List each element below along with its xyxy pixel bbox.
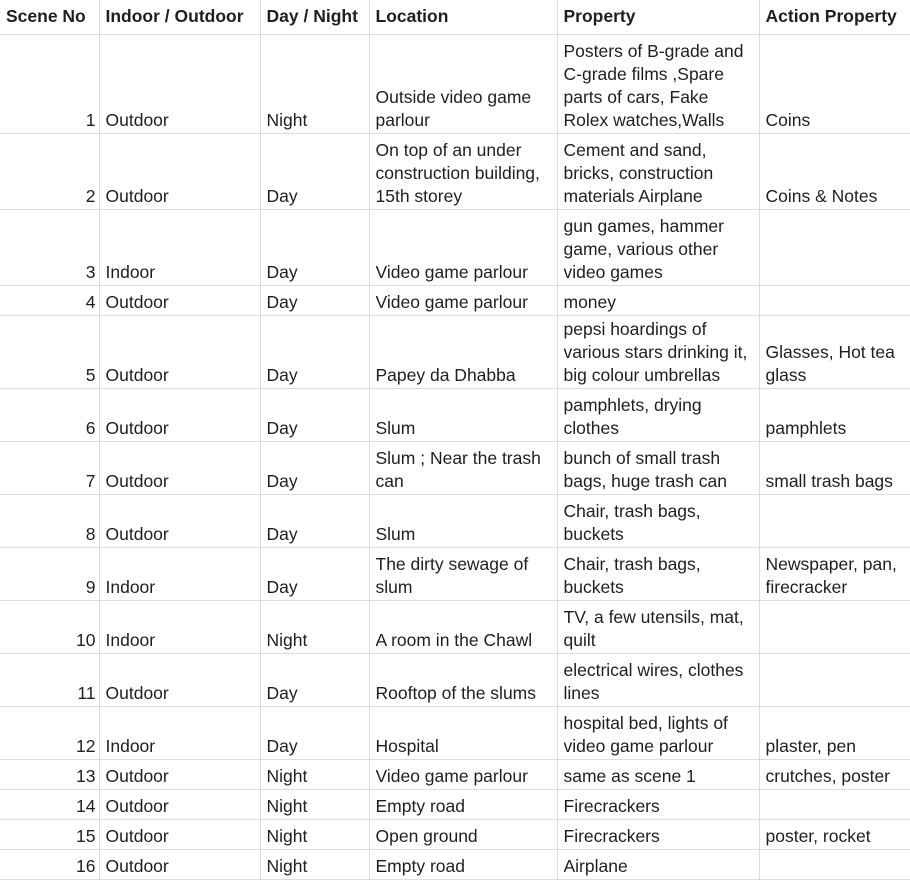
scene-no-cell-text: 6 <box>85 418 96 438</box>
property-cell <box>557 442 759 495</box>
scene-no-cell <box>0 210 99 286</box>
table-row <box>0 760 910 790</box>
location-cell-text: Hospital <box>375 736 439 756</box>
action-property-cell-text: pamphlets <box>765 418 847 438</box>
indoor-outdoor-cell <box>99 286 260 316</box>
location-cell <box>369 495 557 548</box>
day-night-cell-text: Day <box>266 683 298 703</box>
day-night-cell <box>260 134 369 210</box>
table-row <box>0 495 910 548</box>
scene-no-cell <box>0 790 99 820</box>
day-night-cell <box>260 389 369 442</box>
location-cell <box>369 442 557 495</box>
indoor-outdoor-cell <box>99 820 260 850</box>
scene-no-cell-text: 12 <box>76 736 96 756</box>
day-night-cell <box>260 820 369 850</box>
scene-no-cell-text: 14 <box>76 796 96 816</box>
day-night-cell <box>260 210 369 286</box>
scene-no-cell-text: 5 <box>85 365 96 385</box>
header-scene-no: Scene No <box>0 0 99 35</box>
day-night-cell-text: Day <box>266 365 298 385</box>
scene-no-cell <box>0 601 99 654</box>
property-cell <box>557 286 759 316</box>
location-cell <box>369 548 557 601</box>
header-indoor-outdoor: Indoor / Outdoor <box>99 0 260 35</box>
location-cell-text: Outside video game parlour <box>375 87 532 130</box>
action-property-cell <box>759 389 910 442</box>
location-cell <box>369 760 557 790</box>
property-cell <box>557 707 759 760</box>
property-cell-text: Chair, trash bags, buckets <box>563 554 701 597</box>
property-cell-text: same as scene 1 <box>563 766 696 786</box>
action-property-cell-text: Coins <box>765 110 811 130</box>
action-property-cell <box>759 35 910 134</box>
action-property-cell <box>759 601 910 654</box>
scene-no-cell <box>0 389 99 442</box>
day-night-cell-text: Night <box>266 856 308 876</box>
day-night-cell <box>260 316 369 389</box>
header-location: Location <box>369 0 557 35</box>
location-cell-text: Slum <box>375 524 416 544</box>
day-night-cell-text: Day <box>266 471 298 491</box>
scene-no-cell-text: 9 <box>85 577 96 597</box>
indoor-outdoor-cell-text: Outdoor <box>105 365 169 385</box>
location-cell <box>369 850 557 880</box>
scene-no-cell-text: 15 <box>76 826 96 846</box>
location-cell-text: Video game parlour <box>375 262 528 282</box>
table-row <box>0 707 910 760</box>
location-cell <box>369 790 557 820</box>
property-cell-text: pamphlets, drying clothes <box>563 395 702 438</box>
indoor-outdoor-cell <box>99 316 260 389</box>
scene-no-cell <box>0 548 99 601</box>
scene-no-cell-text: 13 <box>76 766 96 786</box>
indoor-outdoor-cell-text: Outdoor <box>105 418 169 438</box>
table-row <box>0 35 910 134</box>
action-property-cell <box>759 134 910 210</box>
property-cell <box>557 35 759 134</box>
day-night-cell <box>260 654 369 707</box>
location-cell <box>369 210 557 286</box>
scene-no-cell <box>0 850 99 880</box>
property-cell-text: gun games, hammer game, various other video games <box>563 216 724 282</box>
property-cell <box>557 210 759 286</box>
table-row <box>0 286 910 316</box>
day-night-cell-text: Night <box>266 826 308 846</box>
property-cell-text: money <box>563 292 617 312</box>
table-row <box>0 316 910 389</box>
action-property-cell <box>759 442 910 495</box>
property-cell-text: Cement and sand, bricks, construction materials Airplane <box>563 140 714 206</box>
scene-no-cell <box>0 654 99 707</box>
day-night-cell <box>260 601 369 654</box>
indoor-outdoor-cell-text: Outdoor <box>105 683 169 703</box>
scene-no-cell <box>0 707 99 760</box>
table-row <box>0 654 910 707</box>
day-night-cell-text: Night <box>266 630 308 650</box>
scene-no-cell-text: 4 <box>85 292 96 312</box>
property-cell <box>557 495 759 548</box>
day-night-cell <box>260 790 369 820</box>
property-cell <box>557 820 759 850</box>
table-row <box>0 134 910 210</box>
location-cell <box>369 316 557 389</box>
action-property-cell <box>759 760 910 790</box>
action-property-cell-text: poster, rocket <box>765 826 871 846</box>
scene-no-cell <box>0 316 99 389</box>
property-cell <box>557 760 759 790</box>
action-property-cell <box>759 654 910 707</box>
location-cell <box>369 389 557 442</box>
action-property-cell <box>759 316 910 389</box>
property-cell <box>557 790 759 820</box>
scene-no-cell-text: 2 <box>85 186 96 206</box>
location-cell-text: Slum ; Near the trash can <box>375 448 541 491</box>
action-property-cell <box>759 790 910 820</box>
indoor-outdoor-cell <box>99 601 260 654</box>
property-cell <box>557 548 759 601</box>
scene-no-cell-text: 3 <box>85 262 96 282</box>
indoor-outdoor-cell <box>99 442 260 495</box>
day-night-cell <box>260 286 369 316</box>
property-cell-text: Firecrackers <box>563 796 660 816</box>
scene-no-cell <box>0 442 99 495</box>
property-cell-text: Airplane <box>563 856 628 876</box>
day-night-cell <box>260 850 369 880</box>
action-property-cell-text: Glasses, Hot tea glass <box>765 342 895 385</box>
action-property-cell <box>759 286 910 316</box>
scene-no-cell-text: 16 <box>76 856 96 876</box>
action-property-cell <box>759 850 910 880</box>
table-body <box>0 35 910 880</box>
day-night-cell <box>260 707 369 760</box>
indoor-outdoor-cell <box>99 850 260 880</box>
action-property-cell <box>759 707 910 760</box>
action-property-cell <box>759 210 910 286</box>
day-night-cell <box>260 442 369 495</box>
property-cell-text: Chair, trash bags, buckets <box>563 501 701 544</box>
property-cell <box>557 389 759 442</box>
indoor-outdoor-cell-text: Outdoor <box>105 110 169 130</box>
action-property-cell <box>759 548 910 601</box>
header-property: Property <box>557 0 759 35</box>
indoor-outdoor-cell-text: Outdoor <box>105 471 169 491</box>
scene-no-cell <box>0 286 99 316</box>
day-night-cell-text: Day <box>266 186 298 206</box>
indoor-outdoor-cell-text: Indoor <box>105 630 156 650</box>
property-cell <box>557 654 759 707</box>
scene-no-cell <box>0 760 99 790</box>
day-night-cell <box>260 35 369 134</box>
indoor-outdoor-cell <box>99 654 260 707</box>
property-cell <box>557 850 759 880</box>
property-cell-text: Posters of B-grade and C-grade films ,Spare parts of cars, Fake Rolex watches,Walls <box>563 41 744 130</box>
indoor-outdoor-cell-text: Indoor <box>105 262 156 282</box>
location-cell-text: The dirty sewage of slum <box>375 554 529 597</box>
scene-no-cell-text: 8 <box>85 524 96 544</box>
header-row <box>0 0 910 35</box>
indoor-outdoor-cell-text: Indoor <box>105 577 156 597</box>
location-cell-text: A room in the Chawl <box>375 630 533 650</box>
location-cell-text: Papey da Dhabba <box>375 365 516 385</box>
action-property-cell <box>759 820 910 850</box>
scene-no-cell-text: 1 <box>85 110 96 130</box>
action-property-cell <box>759 495 910 548</box>
location-cell <box>369 601 557 654</box>
property-cell-text: Firecrackers <box>563 826 660 846</box>
location-cell-text: Video game parlour <box>375 766 528 786</box>
indoor-outdoor-cell <box>99 389 260 442</box>
day-night-cell-text: Day <box>266 524 298 544</box>
location-cell <box>369 820 557 850</box>
indoor-outdoor-cell-text: Indoor <box>105 736 156 756</box>
scene-no-cell-text: 11 <box>77 683 96 703</box>
indoor-outdoor-cell <box>99 35 260 134</box>
indoor-outdoor-cell <box>99 210 260 286</box>
indoor-outdoor-cell-text: Outdoor <box>105 796 169 816</box>
indoor-outdoor-cell <box>99 548 260 601</box>
action-property-cell-text: Newspaper, pan, firecracker <box>765 554 897 597</box>
scene-no-cell-text: 10 <box>76 630 96 650</box>
indoor-outdoor-cell <box>99 495 260 548</box>
indoor-outdoor-cell <box>99 790 260 820</box>
day-night-cell <box>260 760 369 790</box>
property-cell <box>557 134 759 210</box>
location-cell <box>369 134 557 210</box>
day-night-cell-text: Day <box>266 262 298 282</box>
day-night-cell-text: Day <box>266 577 298 597</box>
day-night-cell-text: Day <box>266 418 298 438</box>
property-cell-text: pepsi hoardings of various stars drinking it, big colour umbrellas <box>563 319 748 385</box>
scene-no-cell <box>0 134 99 210</box>
scene-no-cell <box>0 35 99 134</box>
header-day-night: Day / Night <box>260 0 369 35</box>
action-property-cell-text: plaster, pen <box>765 736 856 756</box>
scene-no-cell <box>0 820 99 850</box>
day-night-cell-text: Night <box>266 796 308 816</box>
table-row <box>0 790 910 820</box>
location-cell-text: Open ground <box>375 826 478 846</box>
day-night-cell-text: Day <box>266 292 298 312</box>
scene-no-cell-text: 7 <box>85 471 96 491</box>
indoor-outdoor-cell-text: Outdoor <box>105 186 169 206</box>
action-property-cell-text: Coins & Notes <box>765 186 878 206</box>
indoor-outdoor-cell-text: Outdoor <box>105 524 169 544</box>
action-property-cell-text: crutches, poster <box>765 766 890 786</box>
indoor-outdoor-cell-text: Outdoor <box>105 292 169 312</box>
location-cell <box>369 654 557 707</box>
indoor-outdoor-cell-text: Outdoor <box>105 856 169 876</box>
property-cell <box>557 316 759 389</box>
indoor-outdoor-cell <box>99 134 260 210</box>
location-cell <box>369 35 557 134</box>
location-cell-text: Slum <box>375 418 416 438</box>
location-cell-text: Empty road <box>375 856 465 876</box>
property-cell <box>557 601 759 654</box>
table-row <box>0 442 910 495</box>
property-cell-text: hospital bed, lights of video game parlour <box>563 713 728 756</box>
table-row <box>0 850 910 880</box>
property-cell-text: electrical wires, clothes lines <box>563 660 744 703</box>
location-cell <box>369 286 557 316</box>
location-cell <box>369 707 557 760</box>
table-row <box>0 601 910 654</box>
header-action-property: Action Property <box>759 0 910 35</box>
scene-no-cell <box>0 495 99 548</box>
location-cell-text: Empty road <box>375 796 465 816</box>
location-cell-text: On top of an under construction building, 15th storey <box>375 140 540 206</box>
action-property-cell-text: small trash bags <box>765 471 893 491</box>
indoor-outdoor-cell-text: Outdoor <box>105 826 169 846</box>
table-row <box>0 820 910 850</box>
location-cell-text: Video game parlour <box>375 292 528 312</box>
day-night-cell-text: Night <box>266 766 308 786</box>
location-cell-text: Rooftop of the slums <box>375 683 536 703</box>
day-night-cell-text: Day <box>266 736 298 756</box>
table-row <box>0 548 910 601</box>
property-cell-text: TV, a few utensils, mat, quilt <box>563 607 744 650</box>
indoor-outdoor-cell <box>99 760 260 790</box>
table-row <box>0 210 910 286</box>
indoor-outdoor-cell-text: Outdoor <box>105 766 169 786</box>
property-cell-text: bunch of small trash bags, huge trash can <box>563 448 727 491</box>
day-night-cell <box>260 548 369 601</box>
day-night-cell <box>260 495 369 548</box>
table-row <box>0 389 910 442</box>
day-night-cell-text: Night <box>266 110 308 130</box>
indoor-outdoor-cell <box>99 707 260 760</box>
